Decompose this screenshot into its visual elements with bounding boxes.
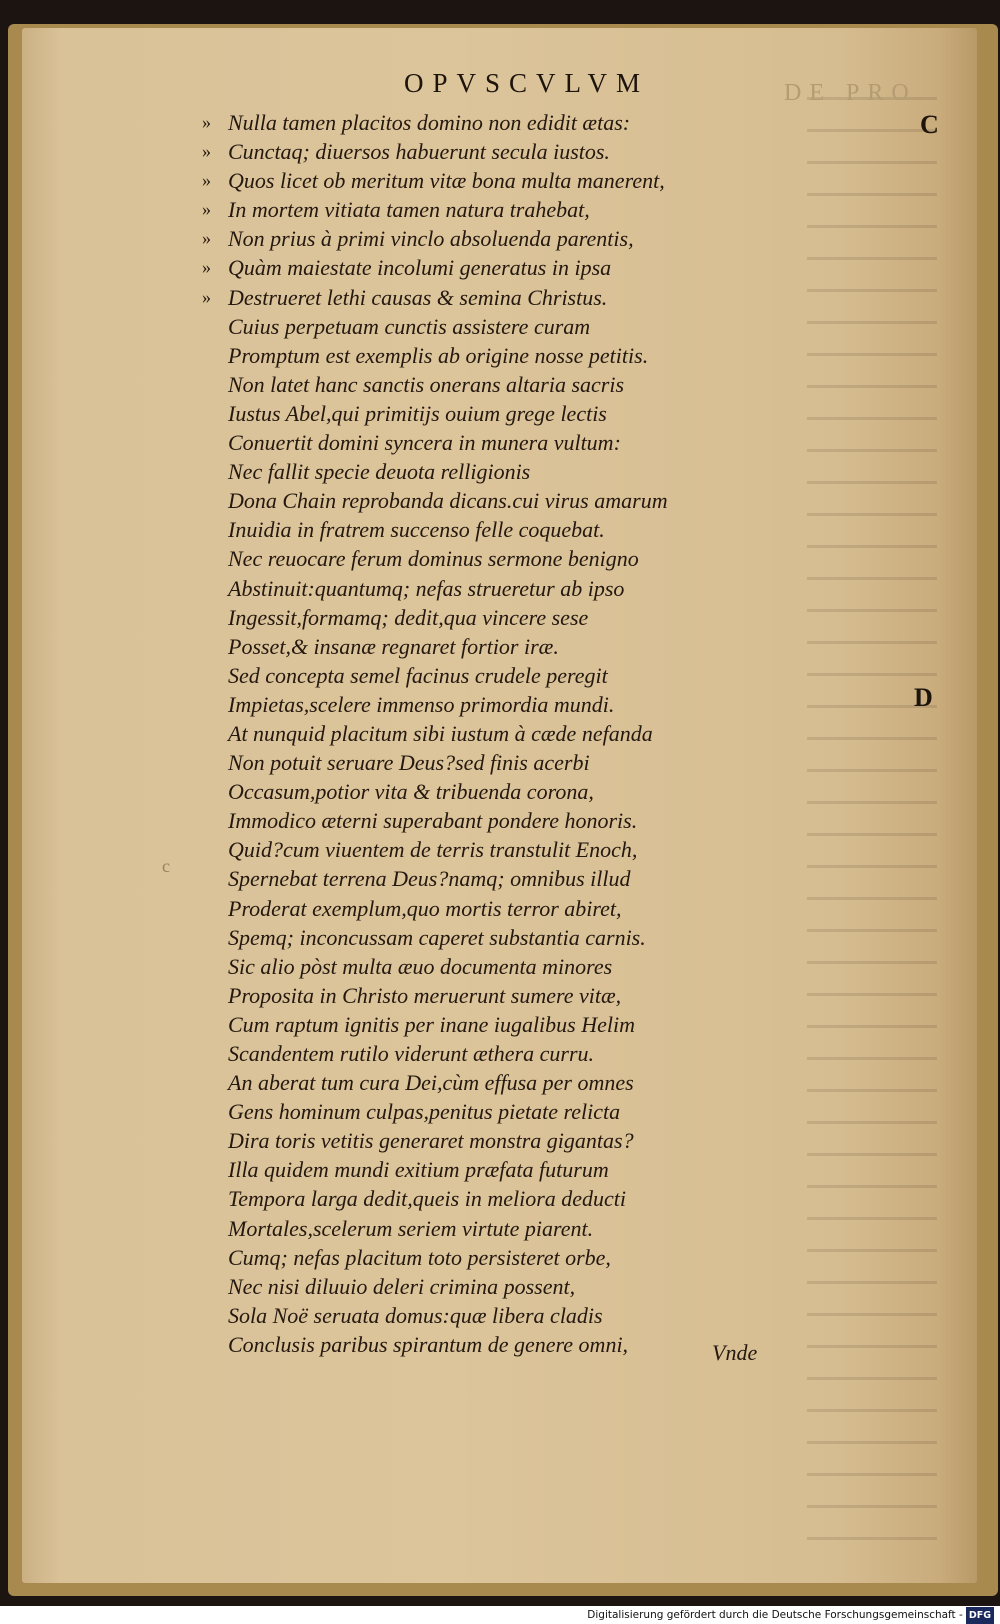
verse-line-text: An aberat tum cura Dei,cùm effusa per omnes [228,1070,634,1096]
verse-line-text: Nulla tamen placitos domino non edidit ætas: [228,110,631,135]
verse-line-text: Abstinuit:quantumq; nefas strueretur ab ipso [228,575,625,601]
verse-line-text: Conclusis paribus spirantum de genere omni, [228,1331,629,1357]
verse-line-text: Dona Chain reprobanda dicans.cui virus amarum [228,488,668,514]
verse-line-text: Nec nisi diluuio deleri crimina possent, [228,1273,576,1299]
verse-line [202,574,892,603]
verse-line-text: Mortales,scelerum seriem virtute piarent. [228,1215,594,1241]
running-head: OPVSCVLVM [404,68,650,98]
verse-line [202,1214,892,1243]
quotation-mark: » [202,228,211,249]
verse-line [202,428,892,457]
verse-line-text: Impietas,scelere immenso primordia mundi. [228,691,615,717]
catchword: Vnde [712,1340,758,1365]
verse-line [202,544,892,573]
margin-letter-c: C [920,110,939,139]
verse-line [202,399,892,428]
verse-line [202,1330,892,1359]
verse-line [202,1010,892,1039]
verse-line-text: Iustus Abel,qui primitijs ouium grege lectis [228,400,607,426]
verse-line-text: At nunquid placitum sibi iustum à cæde nefanda [228,720,653,746]
verse-line [202,515,892,544]
verse-line [202,341,892,370]
verse-line [202,283,892,312]
verse-line-text: Sed concepta semel facinus crudele peregit [228,662,608,688]
verse-line [202,108,892,137]
verse-line-text: Ingessit,formamq; dedit,qua vincere sese [228,604,589,630]
verse-line-text: Spemq; inconcussam caperet substantia carnis. [228,924,646,950]
verse-line [202,312,892,341]
verse-line-text: Proposita in Christo meruerunt sumere vitæ, [228,982,622,1008]
verse-line-text: Quos licet ob meritum vitæ bona multa manerent, [228,168,665,194]
verse-line [202,661,892,690]
verse-line [202,486,892,515]
verse-line-text: Quàm maiestate incolumi generatus in ipsa [228,255,612,281]
verse-line-text: Proderat exemplum,quo mortis terror abiret, [228,895,622,921]
verse-line-text: Illa quidem mundi exitium præfata futurum [228,1157,609,1183]
verse-line [202,1068,892,1097]
digitization-footer [587,1607,994,1624]
verse-line [202,195,892,224]
verse-line [202,894,892,923]
verse-line [202,1301,892,1330]
verse-line-text: Cum raptum ignitis per inane iugalibus Helim [228,1011,635,1037]
verse-line-text: Inuidia in fratrem succenso felle coquebat. [228,517,605,543]
verse-line [202,457,892,486]
verse-line-text: Nec fallit specie deuota relligionis [228,459,531,485]
verse-line-text: Non latet hanc sanctis onerans altaria sacris [228,371,624,397]
verse-line [202,370,892,399]
verse-line-text: Non potuit seruare Deus?sed finis acerbi [228,750,590,776]
verse-line [202,166,892,195]
verse-line [202,224,892,253]
verse-line [202,923,892,952]
verse-line [202,253,892,282]
quotation-mark: » [202,257,211,278]
verse-line [202,632,892,661]
verse-line-text: Sic alio pòst multa æuo documenta minores [228,953,613,979]
verse-line [202,981,892,1010]
verse-line [202,1243,892,1272]
verse-line-text: Dira toris vetitis generaret monstra gigantas? [228,1128,634,1154]
verse-line [202,777,892,806]
dfg-logo: DFG [966,1607,994,1624]
verse-line [202,806,892,835]
verse-line-text: Quid?cum viuentem de terris transtulit Enoch, [228,837,638,863]
verse-line-text: In mortem vitiata tamen natura trahebat, [228,197,590,223]
verse-line-text: Scandentem rutilo viderunt æthera curru. [228,1041,595,1066]
verse-line [202,690,892,719]
verse-line [202,1126,892,1155]
verse-line-text: Promptum est exemplis ab origine nosse petitis. [228,342,649,368]
verse-line-text: Sola Noë seruata domus:quæ libera cladis [228,1302,603,1328]
footer-text: Digitalisierung gefördert durch die Deutsche Forschungsgemeinschaft - [587,1609,963,1621]
quotation-mark: » [202,141,211,162]
verse-line-text: Cumq; nefas placitum toto persisteret orbe, [228,1244,611,1270]
verse-line-text: Spernebat terrena Deus?namq; omnibus illud [228,866,631,892]
verse-line [202,1155,892,1184]
verse-line [202,835,892,864]
verse-line-text: Cuius perpetuam cunctis assistere curam [228,313,591,339]
verse-line-text: Posset,& insanæ regnaret fortior iræ. [228,633,559,659]
quotation-mark: » [202,112,211,132]
verse-line [202,1272,892,1301]
verse-line [202,603,892,632]
verse-line-text: Occasum,potior vita & tribuenda corona, [228,779,594,805]
verse-block [202,108,892,1359]
verse-line [202,748,892,777]
verse-line [202,1039,892,1068]
facing-page-head-ghost: DE PRO [784,80,917,106]
verse-line [202,1097,892,1126]
stamp-ghost-letter: c [162,856,170,876]
verse-line-text: Non prius à primi vinclo absoluenda parentis, [228,226,634,252]
quotation-mark: » [202,286,211,307]
quotation-mark: » [202,199,211,220]
margin-letter-d: D [914,683,933,712]
verse-line [202,137,892,166]
verse-line-text: Tempora larga dedit,queis in meliora deducti [228,1186,627,1212]
book-page [22,28,977,1583]
verse-line [202,952,892,981]
verse-line-text: Nec reuocare ferum dominus sermone benigno [228,546,639,572]
verse-line-text: Conuertit domini syncera in munera vultum: [228,430,621,456]
quotation-mark: » [202,170,211,191]
verse-line-text: Gens hominum culpas,penitus pietate relicta [228,1099,621,1125]
verse-line-text: Destrueret lethi causas & semina Christus. [228,284,608,310]
verse-line-text: Cunctaq; diuersos habuerunt secula iustos. [228,139,610,165]
verse-line [202,864,892,893]
verse-line [202,1184,892,1213]
verse-line-text: Immodico æterni superabant pondere honoris. [228,808,638,834]
verse-line [202,719,892,748]
